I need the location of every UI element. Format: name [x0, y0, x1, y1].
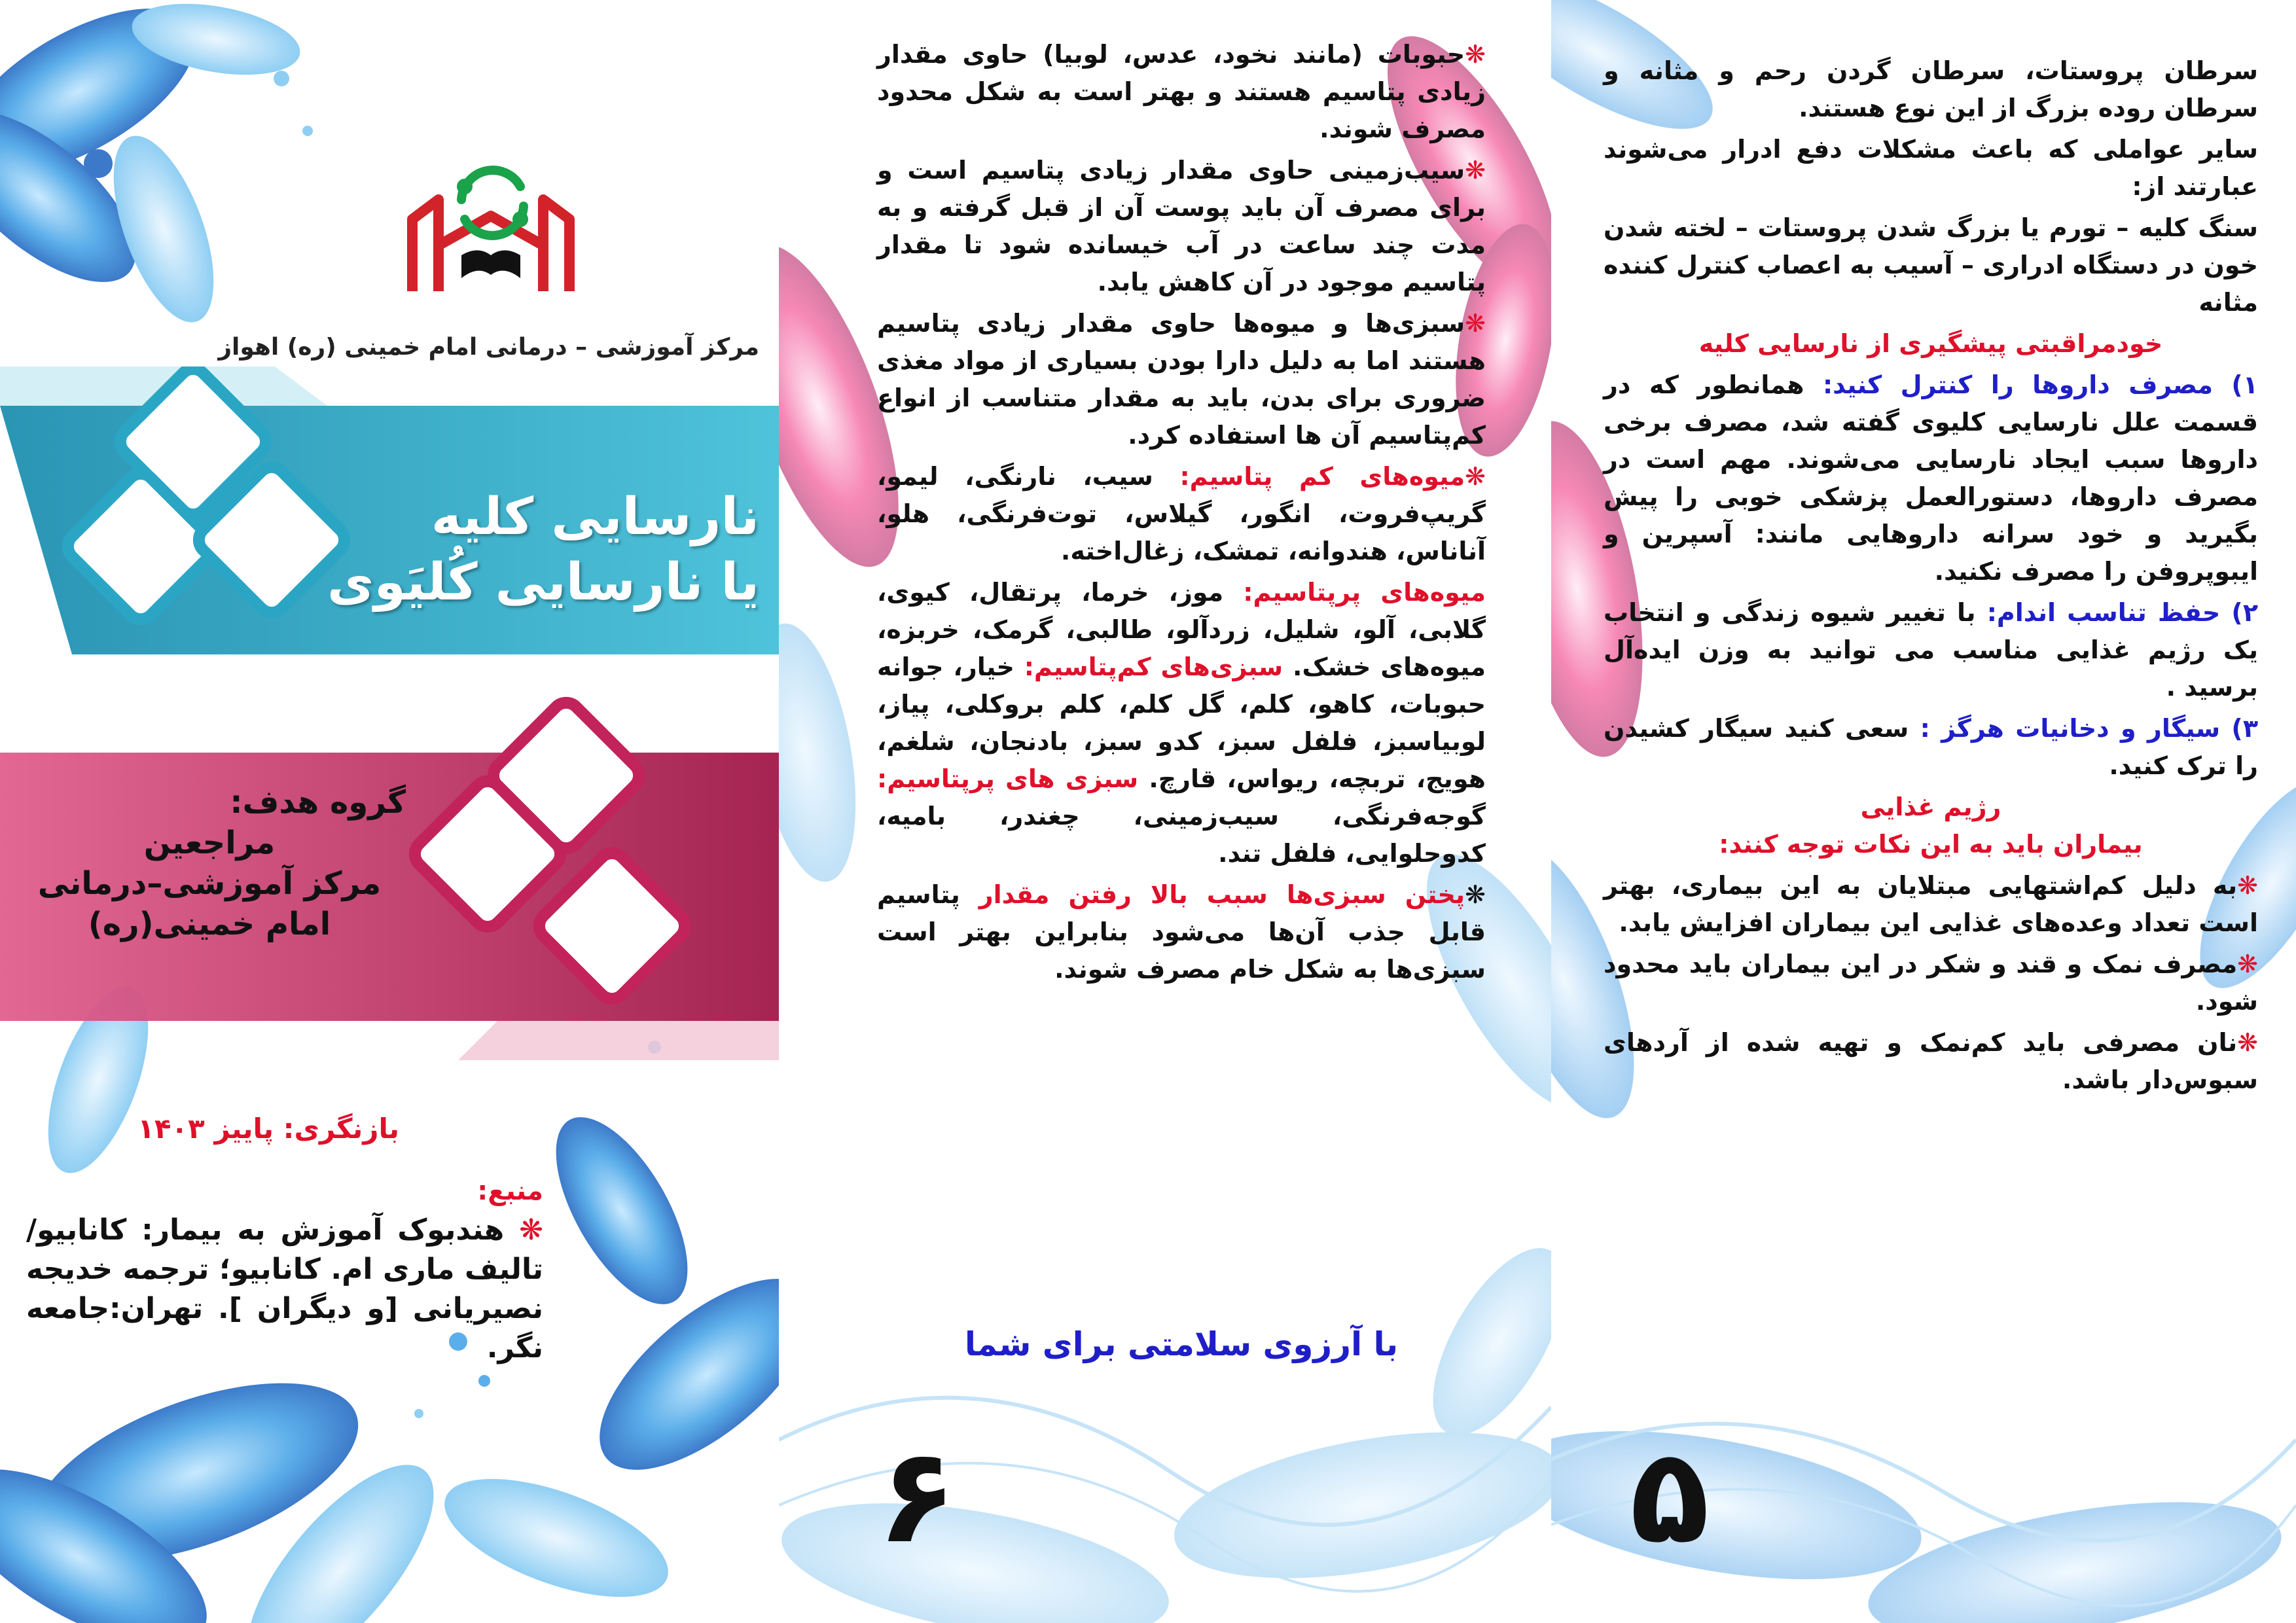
selfcare-heading: خودمراقبتی پیشگیری از نارسایی کلیه — [1698, 329, 2163, 358]
diet-heading: رژیم غذایی — [1860, 793, 2001, 821]
title-line-2: یا نارسایی کُلیَوی — [327, 553, 759, 612]
closing-wish: با آرزوی سلامتی برای شما — [964, 1325, 1399, 1363]
other-factors-paragraph: سایر عواملی که باعث مشکلات دفع ادرار می‌شوند عبارتند از: — [1604, 135, 2258, 201]
page-6-text — [877, 36, 1486, 992]
page-5-text — [1604, 52, 2258, 1103]
target-line-1: مراجعین — [143, 825, 276, 861]
legumes-paragraph: ❋حبوبات (مانند نخود، عدس، لوبیا) حاوی مقدار زیادی پتاسیم هستند و بهتر است به شکل محدود مصرف شوند. — [877, 40, 1486, 143]
title-line-1: نارسایی کلیه — [431, 488, 759, 546]
hospital-logo — [399, 147, 583, 298]
asterisk-icon: ❋ — [1465, 880, 1486, 909]
asterisk-icon: ❋ — [1465, 40, 1486, 69]
cover-panel — [0, 0, 779, 1623]
asterisk-icon: ❋ — [1465, 156, 1486, 185]
low-potassium-fruits: ❋میوه‌های کم پتاسیم: سیب، نارنگی، لیمو، گریپ‌فروت، انگور، گیلاس، توت‌فرنگی، هلو، آناناس، هندوانه، تمشک، زغال‌اخته. — [877, 462, 1486, 565]
diet-item-3: ❋نان مصرفی باید کم‌نمک و تهیه شده از آردهای سبوس‌دار باشد. — [1604, 1028, 2258, 1094]
target-line-3: امام خمینی(ره) — [88, 906, 331, 942]
asterisk-icon: ❋ — [1465, 309, 1486, 338]
factors-list: سنگ کلیه – تورم یا بزرگ شدن پروستات – لخته شدن خون در دستگاه ادراری – آسیب به اعصاب کنترل کننده مثانه — [1604, 213, 2258, 317]
crimson-tiles-decoration — [393, 694, 733, 1021]
vegetables-paragraph: ❋سبزی‌ها و میوه‌ها حاوی مقدار زیادی پتاسیم هستند اما به دلیل دارا بودن بسیاری از مواد مغذی ضروری برای بدن، باید به مقدار متناسب از انواع کم‌پتاسیم آن ها استفاده کرد. — [877, 309, 1486, 450]
revision-date: بازنگری: پاییز ۱۴۰۳ — [137, 1113, 399, 1145]
diet-item-2: ❋مصرف نمک و قند و شکر در این بیماران باید محدود شود. — [1604, 950, 2258, 1016]
target-group — [13, 782, 406, 944]
source-label: منبع: — [477, 1176, 543, 1206]
brochure-title — [170, 484, 759, 615]
target-line-2: مرکز آموزشی–درمانی — [37, 865, 382, 902]
asterisk-icon: ❋ — [1465, 462, 1486, 491]
selfcare-item-2: ۲) حفظ تناسب اندام: با تغییر شیوه زندگی و انتخاب یک رژیم غذایی مناسب می توانید به وزن ایده‌آل برسید . — [1604, 598, 2259, 702]
page-number: ۵ — [1630, 1420, 1710, 1573]
page-5-panel — [1551, 0, 2296, 1623]
source-text: ❋ هندبوک آموزش به بیمار: کانابیو/ تالیف ماری ام. کانابیو؛ ترجمه خدیجه نصیریانی [و دیگران ]. تهران:جامعه نگر. — [26, 1213, 544, 1364]
cooking-paragraph: ❋پختن سبزی‌ها سبب بالا رفتن مقدار پتاسیم قابل جذب آن‌ها می‌شود بنابراین بهتر است سبزی‌ها به شکل خام مصرف شوند. — [877, 880, 1486, 984]
cancer-types-paragraph: سرطان پروستات، سرطان گردن رحم و مثانه و سرطان روده بزرگ از این نوع هستند. — [1604, 56, 2258, 122]
diet-item-1: ❋به دلیل کم‌اشتهایی مبتلایان به این بیماری، بهتر است تعداد وعده‌های غذایی این بیماران افزایش یابد. — [1604, 871, 2258, 937]
source-block — [26, 1171, 543, 1368]
page-number: ۶ — [877, 1420, 958, 1573]
selfcare-item-3: ۳) سیگار و دخانیات هرگز : سعی کنید سیگار کشیدن را ترک کنید. — [1604, 714, 2259, 780]
asterisk-icon: ❋ — [2237, 1028, 2258, 1057]
center-name: مرکز آموزشی – درمانی امام خمینی (ره) اهواز — [218, 334, 759, 361]
selfcare-item-1: ۱) مصرف داروها را کنترل کنید: همانطور که در قسمت علل نارسایی کلیوی گفته شد، مصرف برخی داروها سبب ایجاد نارسایی می‌شوند. مهم است در مصرف داروها، دستورالعمل پزشکی خوبی را پیش بگیرید و خود سرانه داروهایی مانند: آسپرین و ایبوپروفن را مصرف نکنید. — [1604, 370, 2259, 586]
asterisk-icon: ❋ — [504, 1213, 544, 1247]
high-potassium-fruits: میوه‌های پرپتاسیم: موز، خرما، پرتقال، کیوی، گلابی، آلو، شلیل، زردآلو، طالبی، گرمک، خربزه، میوه‌های خشک. سبزی‌های کم‌پتاسیم: خیار، جوانه حبوبات، کاهو، کلم، گل کلم، کلم بروکلی، پیاز، لوبیاسبز، فلفل سبز، کدو سبز، بادنجان، شلغم، هویج، تربچه، ریواس، قارچ. سبزی های پرپتاسیم: گوجه‌فرنگی، سیب‌زمینی، چغندر، بامیه، کدوحلوایی، فلفل تند. — [877, 578, 1486, 868]
target-label: گروه هدف: — [230, 784, 406, 821]
asterisk-icon: ❋ — [2237, 871, 2258, 900]
page-6-panel — [779, 0, 1551, 1623]
potato-paragraph: ❋سیب‌زمینی حاوی مقدار زیادی پتاسیم است و برای مصرف آن باید پوست آن از قبل گرفته و به مدت چند ساعت در آب خیسانده شود تا مقدار پتاسیم موجود در آن کاهش یابد. — [877, 156, 1486, 296]
asterisk-icon: ❋ — [2237, 950, 2258, 978]
diet-subheading: بیماران باید به این نکات توجه کنند: — [1719, 830, 2143, 859]
